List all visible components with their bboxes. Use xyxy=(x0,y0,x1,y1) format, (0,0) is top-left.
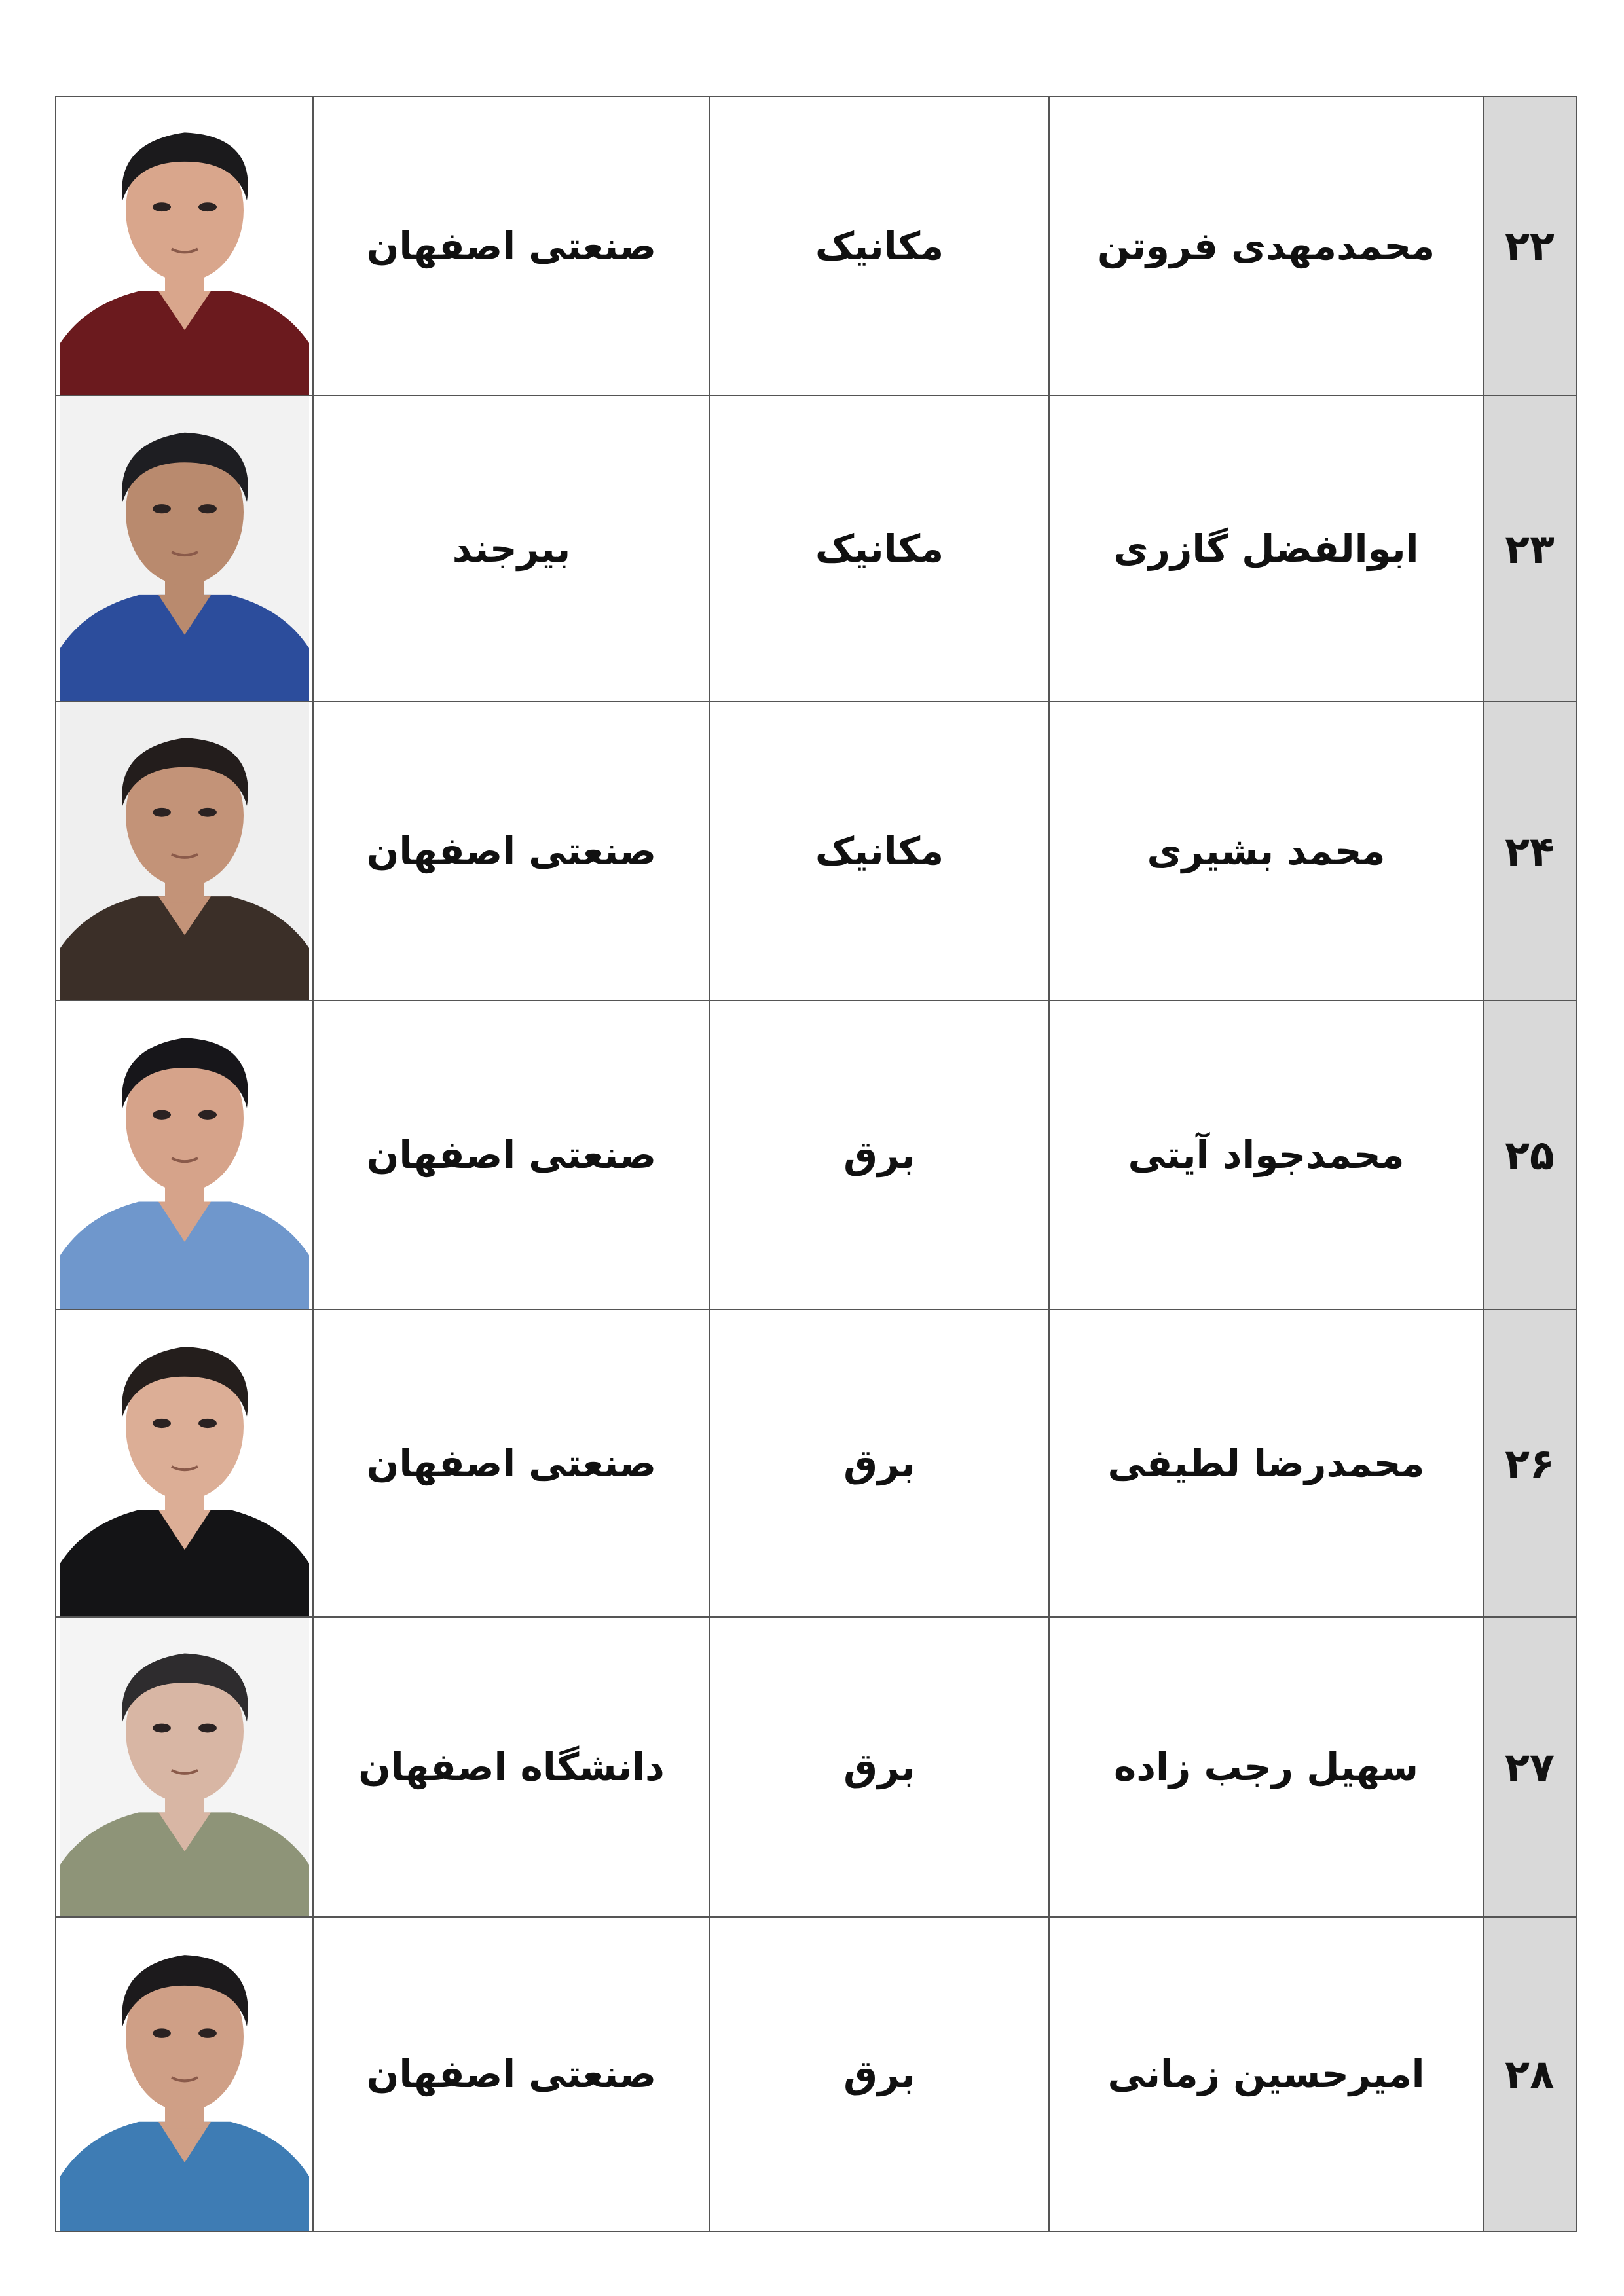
school-text: دانشگاه اصفهان xyxy=(358,1745,665,1789)
row-number-text: ۲۸ xyxy=(1505,2050,1555,2098)
name-cell xyxy=(1049,702,1483,1000)
school-cell xyxy=(313,395,710,702)
portrait-photo xyxy=(60,1310,309,1616)
field-cell xyxy=(710,1917,1049,2231)
field-text: برق xyxy=(843,1133,915,1177)
school-cell xyxy=(313,1000,710,1309)
name-text: محمدمهدی فروتن xyxy=(1097,223,1435,268)
name-text: سهیل رجب زاده xyxy=(1113,1745,1419,1789)
row-number-text: ۲۶ xyxy=(1505,1439,1555,1487)
row-number-cell xyxy=(1483,395,1576,702)
field-cell xyxy=(710,702,1049,1000)
photo-cell xyxy=(56,96,313,395)
row-number-cell xyxy=(1483,1917,1576,2231)
field-cell xyxy=(710,1617,1049,1917)
school-text: صنعتی اصفهان xyxy=(366,1133,657,1177)
table-body xyxy=(56,96,1576,2231)
row-number-text: ۲۲ xyxy=(1505,222,1555,270)
photo-cell xyxy=(56,1000,313,1309)
photo-cell xyxy=(56,1917,313,2231)
portrait-photo xyxy=(60,1918,309,2231)
row-number-cell xyxy=(1483,1000,1576,1309)
row-number-text: ۲۷ xyxy=(1505,1743,1555,1791)
field-text: مکانیک xyxy=(815,526,944,571)
table-row xyxy=(56,1000,1576,1309)
table-row xyxy=(56,395,1576,702)
field-text: برق xyxy=(843,1441,915,1485)
school-text: بیرجند xyxy=(452,526,571,571)
school-cell xyxy=(313,1617,710,1917)
row-number-cell xyxy=(1483,96,1576,395)
portrait-photo xyxy=(60,97,309,395)
photo-cell xyxy=(56,1309,313,1617)
school-text: صنعتی اصفهان xyxy=(366,1441,657,1485)
name-cell xyxy=(1049,1309,1483,1617)
name-text: ابوالفضل گازری xyxy=(1113,526,1419,571)
table-row xyxy=(56,1309,1576,1617)
table-row xyxy=(56,1917,1576,2231)
table-row xyxy=(56,96,1576,395)
name-cell xyxy=(1049,1917,1483,2231)
field-text: برق xyxy=(843,2052,915,2096)
table-row xyxy=(56,1617,1576,1917)
portrait-photo xyxy=(60,702,309,1000)
row-number-cell xyxy=(1483,1309,1576,1617)
field-cell xyxy=(710,1309,1049,1617)
school-cell xyxy=(313,1917,710,2231)
field-text: مکانیک xyxy=(815,223,944,268)
students-table xyxy=(55,96,1577,2232)
school-cell xyxy=(313,1309,710,1617)
row-number-cell xyxy=(1483,702,1576,1000)
name-text: محمدرضا لطیفی xyxy=(1107,1441,1425,1485)
school-text: صنعتی اصفهان xyxy=(366,829,657,873)
name-cell xyxy=(1049,1617,1483,1917)
school-text: صنعتی اصفهان xyxy=(366,2052,657,2096)
row-number-cell xyxy=(1483,1617,1576,1917)
name-cell xyxy=(1049,96,1483,395)
photo-cell xyxy=(56,702,313,1000)
name-text: امیرحسین زمانی xyxy=(1107,2052,1425,2096)
portrait-photo xyxy=(60,1001,309,1309)
row-number-text: ۲۵ xyxy=(1505,1131,1555,1179)
photo-cell xyxy=(56,1617,313,1917)
school-cell xyxy=(313,702,710,1000)
row-number-text: ۲۳ xyxy=(1505,524,1555,573)
name-text: محمد بشیری xyxy=(1147,829,1386,873)
field-cell xyxy=(710,395,1049,702)
name-cell xyxy=(1049,1000,1483,1309)
photo-cell xyxy=(56,395,313,702)
field-cell xyxy=(710,1000,1049,1309)
school-cell xyxy=(313,96,710,395)
row-number-text: ۲۴ xyxy=(1505,827,1555,875)
portrait-photo xyxy=(60,396,309,701)
table-row xyxy=(56,702,1576,1000)
field-text: برق xyxy=(843,1745,915,1789)
name-cell xyxy=(1049,395,1483,702)
portrait-photo xyxy=(60,1618,309,1916)
school-text: صنعتی اصفهان xyxy=(366,223,657,268)
field-cell xyxy=(710,96,1049,395)
field-text: مکانیک xyxy=(815,829,944,873)
name-text: محمدجواد آیتی xyxy=(1128,1133,1405,1177)
